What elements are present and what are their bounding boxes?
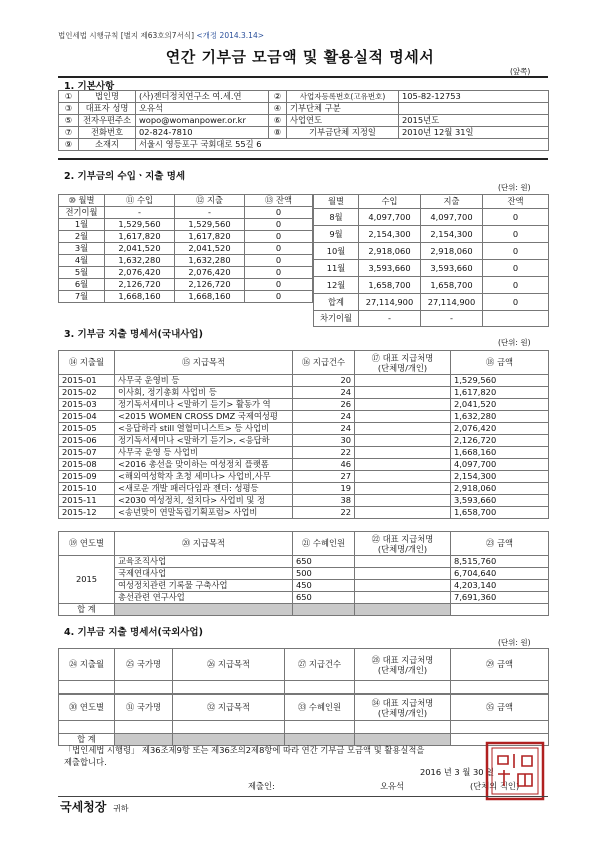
submitter-name: 오유석 — [380, 781, 405, 791]
unit-label: (단위: 원) — [498, 183, 531, 192]
basic-info-row: ⑤ 전자우편주소 wopo@womanpower.or.kr ⑥ 사업연도 2015년도 — [59, 115, 549, 127]
table-header-row: ㉔ 지출월 ㉕ 국가명 ㉖ 지급목적 ㉗ 지급건수 ㉘ 대표 지급처명 (단체명/개인) ㉙ 금액 — [59, 649, 549, 681]
table-header-row: ⑭ 지출월 ⑮ 지급목적 ⑯ 지급건수 ⑰ 대표 지급처명 (단체명/개인) ⑱ 금액 — [59, 351, 549, 375]
address-value: 서울시 영등포구 국회대로 55길 6 — [136, 139, 549, 151]
table-header-row: 월별 수입 지출 잔액 — [314, 195, 549, 209]
table-row: 전기이월 - - 0 — [59, 207, 313, 219]
basic-info-table — [58, 90, 549, 151]
revision-note: <개정 2014.3.14> — [196, 31, 265, 40]
basic-info-row: ① 법인명 (사)젠더정치연구소 여.세.연 ② 사업자등록번호(고유번호) 105-82-12753 — [59, 91, 549, 103]
table-row: 1월 1,529,560 1,529,560 0 — [59, 219, 313, 231]
total-row: 합 계 — [59, 734, 549, 746]
year-cell: 2015 — [59, 556, 115, 604]
table-row: 9월 2,154,300 2,154,300 0 — [314, 226, 549, 243]
submission-date: 2016 년 3 월 30 일 — [420, 767, 495, 777]
field-value: 2015년도 — [399, 115, 549, 127]
table-row: 2015-02 이사회, 정기총회 사업비 등 24 1,617,820 — [59, 387, 549, 399]
table-row: 6월 2,126,720 2,126,720 0 — [59, 279, 313, 291]
field-label: 소재지 — [79, 139, 136, 151]
recipient-name: 국세청장 — [60, 800, 107, 814]
table-row: 2015-07 사무국 운영 등 사업비 22 1,668,160 — [59, 447, 549, 459]
field-value — [399, 103, 549, 115]
table-row: 2015-09 <해외여성학자 초청 세미나> 사업비,사무 27 2,154,300 — [59, 471, 549, 483]
table-row: 여성정치관련 기록물 구축사업 450 4,203,140 — [59, 580, 549, 592]
recipient — [60, 798, 129, 815]
field-value: 2010년 12월 31일 — [399, 127, 549, 139]
table-row: 2015-10 <새로운 개발 패러다임과 젠더: 성평등 19 2,918,060 — [59, 483, 549, 495]
submitter-note: (단체의 직인) — [470, 781, 520, 791]
field-label: 전자우편주소 — [79, 115, 136, 127]
submission-statement: 「법인세법 시행령」 제36조제9항 또는 제36조의2제8항에 따라 연간 기부금 모금액 및 활용실적을 제출합니다. — [64, 745, 425, 767]
field-value: wopo@womanpower.or.kr — [136, 115, 269, 127]
total-row: 합 계 — [59, 604, 549, 616]
field-label: 기부단체 구분 — [287, 103, 399, 115]
field-value: 02-824-7810 — [136, 127, 269, 139]
field-label: 사업자등록번호(고유번호) — [287, 91, 399, 103]
form-reference — [58, 30, 264, 41]
page-title: 연간 기부금 모금액 및 활용실적 명세서 — [165, 48, 435, 66]
table-row — [59, 721, 549, 734]
basic-info-row: ③ 대표자 성명 오유석 ④ 기부단체 구분 — [59, 103, 549, 115]
table-header-row: ⑲ 연도별 ⑳ 지급목적 ㉑ 수혜인원 ㉒ 대표 지급처명 (단체명/개인) ㉓ 금액 — [59, 532, 549, 556]
table-header-row: ⑩ 월별 ⑪ 수입 ⑫ 지출 ⑬ 잔액 — [59, 195, 313, 207]
section1-title: 1. 기본사항 — [64, 81, 115, 92]
field-label: 대표자 성명 — [79, 103, 136, 115]
table-row: 8월 4,097,700 4,097,700 0 — [314, 209, 549, 226]
table-row: 국제연대사업 500 6,704,640 — [59, 568, 549, 580]
table-row: 2015-05 <응답하라 still 열혈미니스트> 등 사업비 24 2,076,420 — [59, 423, 549, 435]
table-row — [59, 681, 549, 694]
table-row: 7월 1,668,160 1,668,160 0 — [59, 291, 313, 303]
section-rule — [58, 158, 548, 160]
section2-title: 2. 기부금의 수입ㆍ지출 명세 — [64, 171, 186, 182]
table-row: 4월 1,632,280 1,632,280 0 — [59, 255, 313, 267]
footer-rule — [58, 796, 548, 797]
field-value: (사)젠더정치연구소 여.세.연 — [136, 91, 269, 103]
monthly-table-left — [58, 194, 313, 303]
field-value: 105-82-12753 — [399, 91, 549, 103]
table-row: 2015-12 <송년맞이 연말독립기획포럼> 사업비 22 1,658,700 — [59, 507, 549, 519]
field-label: 법인명 — [79, 91, 136, 103]
table-row: 2015-06 정기독서세미나 <말하기 듣기>, <응답하 30 2,126,720 — [59, 435, 549, 447]
table-row: 총선관련 연구사업 650 7,691,360 — [59, 592, 549, 604]
table-row: 12월 1,658,700 1,658,700 0 — [314, 277, 549, 294]
table-row: 2015-01 사무국 운영비 등 20 1,529,560 — [59, 375, 549, 387]
domestic-expense-table — [58, 350, 549, 519]
table-row: 10월 2,918,060 2,918,060 0 — [314, 243, 549, 260]
table-header-row: ㉚ 연도별 ㉛ 국가명 ㉜ 지급목적 ㉝ 수혜인원 ㉞ 대표 지급처명 (단체명/개인) ㉟ 금액 — [59, 695, 549, 721]
table-row: 5월 2,076,420 2,076,420 0 — [59, 267, 313, 279]
table-row: 2월 1,617,820 1,617,820 0 — [59, 231, 313, 243]
side-label: (앞쪽) — [510, 67, 531, 76]
monthly-table-right — [313, 194, 549, 327]
basic-info-row: ⑦ 전화번호 02-824-7810 ⑧ 기부금단체 지정일 2010년 12월 31일 — [59, 127, 549, 139]
table-row: 2015-11 <2030 여성정치, 설치다> 사업비 및 정 38 3,593,660 — [59, 495, 549, 507]
recipient-suffix: 귀하 — [113, 804, 129, 813]
basic-info-row: ⑨ 소재지 서울시 영등포구 국회대로 55길 6 — [59, 139, 549, 151]
table-row: 3월 2,041,520 2,041,520 0 — [59, 243, 313, 255]
domestic-yearly-table — [58, 531, 549, 616]
unit-label: (단위: 원) — [498, 638, 531, 647]
field-value: 오유석 — [136, 103, 269, 115]
section3-title: 3. 기부금 지출 명세서(국내사업) — [64, 329, 203, 340]
field-label: 기부금단체 지정일 — [287, 127, 399, 139]
table-row: 차기이월 - - — [314, 311, 549, 327]
table-row: 2015-03 정기독서세미나 <말하기 듣기> 활동가 역 26 2,041,520 — [59, 399, 549, 411]
unit-label: (단위: 원) — [498, 338, 531, 347]
official-seal-icon — [484, 740, 546, 802]
field-label: 전화번호 — [79, 127, 136, 139]
table-row: 2015-08 <2016 총선을 맞이하는 여성정치 플랫폼 46 4,097,700 — [59, 459, 549, 471]
overseas-expense-table — [58, 648, 549, 694]
submitter-label: 제출인: — [248, 781, 275, 791]
section4-title: 4. 기부금 지출 명세서(국외사업) — [64, 627, 203, 638]
law-note: 법인세법 시행규칙 [별지 제63호의7서식] — [58, 31, 197, 40]
overseas-yearly-table — [58, 694, 549, 746]
top-rule — [58, 76, 548, 78]
total-row: 합계 27,114,900 27,114,900 0 — [314, 294, 549, 311]
table-row: 11월 3,593,660 3,593,660 0 — [314, 260, 549, 277]
field-label: 사업연도 — [287, 115, 399, 127]
table-row: 2015-04 <2015 WOMEN CROSS DMZ 국제여성평 24 1,632,280 — [59, 411, 549, 423]
table-row: 2015 교육조직사업 650 8,515,760 — [59, 556, 549, 568]
